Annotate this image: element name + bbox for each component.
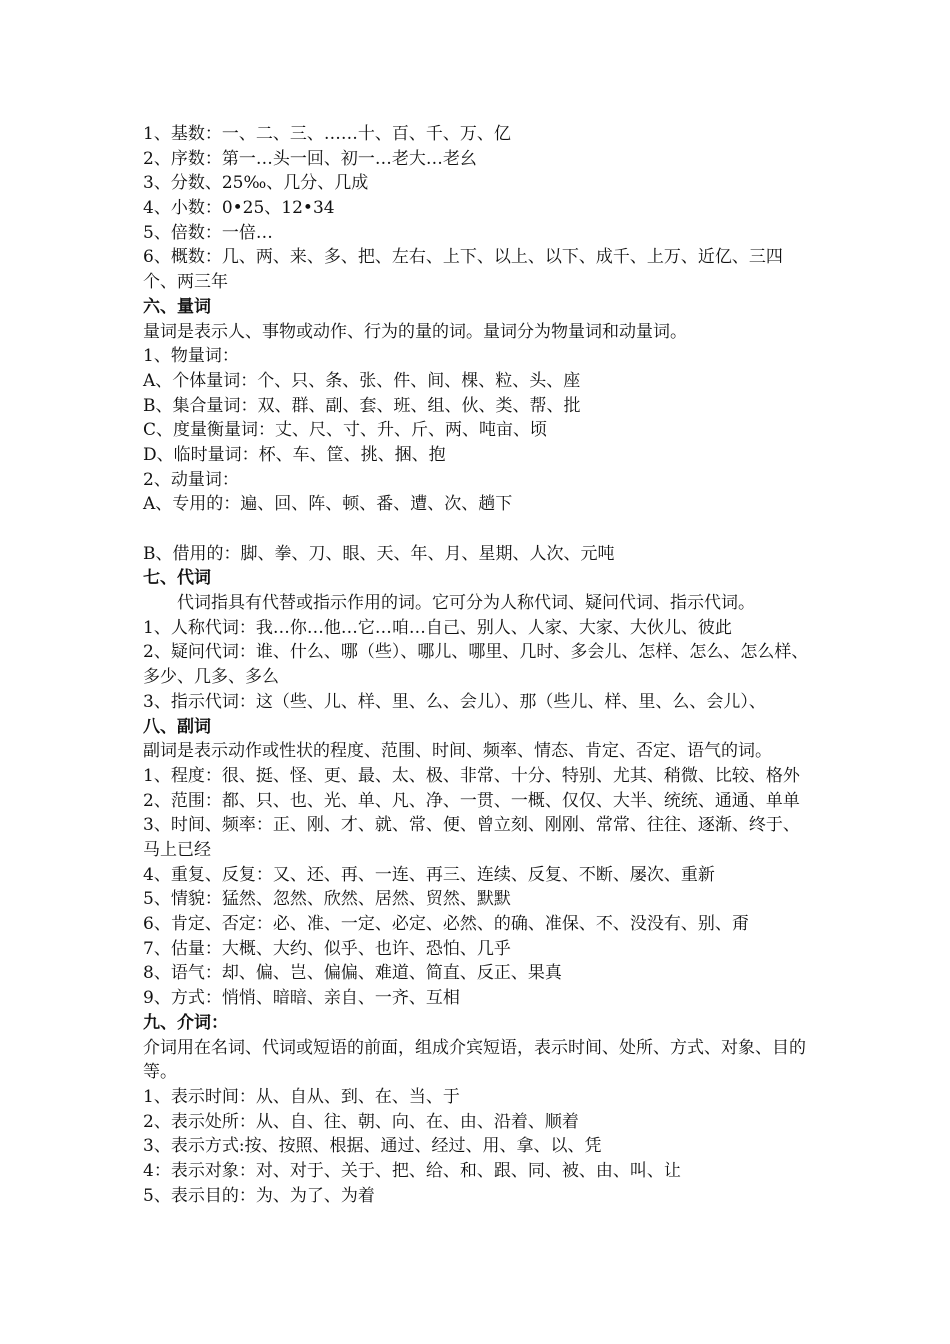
list-item: A、专用的：遍、回、阵、顿、番、遭、次、趟下 xyxy=(143,494,513,515)
numeral-line: 6、概数：几、两、来、多、把、左右、上下、以上、以下、成千、上万、近亿、三四个、两三年 xyxy=(143,247,783,293)
numeral-line: 4、小数：0•25、12•34 xyxy=(143,198,335,219)
list-item: 2、范围：都、只、也、光、单、凡、净、一贯、一概、仅仅、大半、统统、通通、单单 xyxy=(143,790,800,811)
list-item: B、借用的：脚、拳、刀、眼、天、年、月、星期、人次、元吨 xyxy=(143,543,615,564)
numeral-line: 1、基数：一、二、三、……十、百、千、万、亿 xyxy=(143,124,511,144)
list-item: 1、物量词： xyxy=(143,346,239,367)
list-item: B、集合量词：双、群、副、套、班、组、伙、类、帮、批 xyxy=(143,395,581,416)
list-item: 2、疑问代词：谁、什么、哪（些）、哪儿、哪里、几时、多会儿、怎样、怎么、怎么样、多少、几多、多么 xyxy=(143,642,809,688)
list-item: D、临时量词：杯、车、筐、挑、捆、抱 xyxy=(143,444,446,465)
list-item: 1、表示时间：从、自从、到、在、当、于 xyxy=(143,1086,460,1107)
numeral-line: 5、倍数：一倍… xyxy=(143,222,273,243)
section-heading-measure-words: 六、量词 xyxy=(143,296,211,317)
list-item: 3、指示代词：这（些、儿、样、里、么、会儿）、那（些儿、样、里、么、会儿）、 xyxy=(143,691,766,712)
list-item: 5、情貌：猛然、忽然、欣然、居然、贸然、默默 xyxy=(143,889,511,910)
document-page xyxy=(143,122,813,1208)
section-heading-pronouns: 七、代词 xyxy=(143,568,211,589)
list-item: 1、程度：很、挺、怪、更、最、太、极、非常、十分、特别、尤其、稍微、比较、格外 xyxy=(143,765,800,786)
list-item: 6、肯定、否定：必、准、一定、必定、必然、的确、准保、不、没没有、别、甭 xyxy=(143,914,749,935)
section-heading-adverbs: 八、副词 xyxy=(143,716,211,737)
list-item: 2、表示处所：从、自、往、朝、向、在、由、沿着、顺着 xyxy=(143,1111,579,1132)
list-item: 1、人称代词：我…你…他…它…咱…自己、别人、人家、大家、大伙儿、彼此 xyxy=(143,617,732,638)
section-heading-prepositions: 九、介词： xyxy=(143,1012,228,1033)
section-intro: 代词指具有代替或指示作用的词。它可分为人称代词、疑问代词、指示代词。 xyxy=(177,593,755,614)
list-item: A、个体量词：个、只、条、张、件、间、棵、粒、头、座 xyxy=(143,370,581,391)
numeral-line: 2、序数：第一…头一回、初一…老大…老幺 xyxy=(143,148,477,169)
list-item: 4：表示对象：对、对于、关于、把、给、和、跟、同、被、由、叫、让 xyxy=(143,1161,681,1181)
section-intro: 量词是表示人、事物或动作、行为的量的词。量词分为物量词和动量词。 xyxy=(143,321,687,342)
list-item: C、度量衡量词：丈、尺、寸、升、斤、两、吨亩、顷 xyxy=(143,420,548,441)
numeral-line: 3、分数、25‰、几分、几成 xyxy=(143,173,369,194)
section-intro: 介词用在名词、代词或短语的前面，组成介宾短语，表示时间、处所、方式、对象、目的等。 xyxy=(143,1037,806,1083)
list-item: 2、动量词： xyxy=(143,469,239,490)
list-item: 9、方式：悄悄、暗暗、亲自、一齐、互相 xyxy=(143,988,460,1009)
list-item: 5、表示目的：为、为了、为着 xyxy=(143,1185,375,1206)
list-item: 3、时间、频率：正、刚、才、就、常、便、曾立刻、刚刚、常常、往往、逐渐、终于、马上已经 xyxy=(143,815,800,861)
list-item: 4、重复、反复：又、还、再、一连、再三、连续、反复、不断、屡次、重新 xyxy=(143,864,715,885)
list-item: 8、语气：却、偏、岂、偏偏、难道、简直、反正、果真 xyxy=(143,963,562,984)
blank-line xyxy=(143,517,813,542)
list-item: 7、估量：大概、大约、似乎、也许、恐怕、几乎 xyxy=(143,938,511,959)
section-intro: 副词是表示动作或性状的程度、范围、时间、频率、情态、肯定、否定、语气的词。 xyxy=(143,741,772,762)
list-item: 3、表示方式:按、按照、根据、通过、经过、用、拿、以、凭 xyxy=(143,1136,602,1157)
